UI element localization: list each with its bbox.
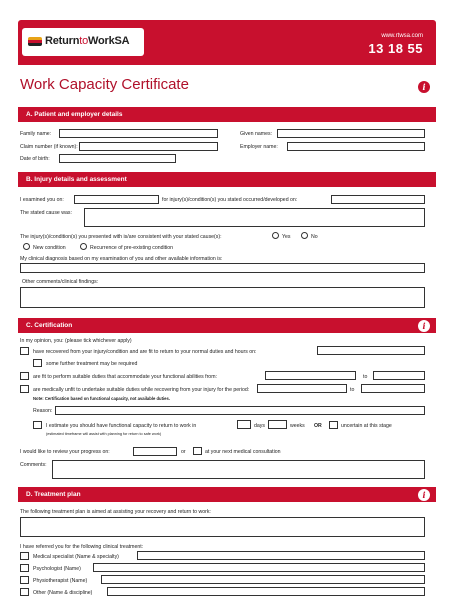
- other-comments-input[interactable]: [20, 287, 425, 308]
- diagnosis-input[interactable]: [20, 263, 425, 273]
- page-title: Work Capacity Certificate: [20, 76, 189, 93]
- family-name-label: Family name:: [20, 131, 52, 137]
- fit-to-input[interactable]: [373, 371, 425, 380]
- website: www.rtwsa.com: [381, 33, 423, 39]
- estimate-checkbox[interactable]: [33, 421, 42, 429]
- injury-date-label: for injury(s)/condition(s) you stated occurred/developed on:: [162, 197, 298, 203]
- referred-label: I have referred you for the following clinical treatment:: [20, 544, 144, 550]
- fit-suitable-label: are fit to perform suitable duties that accommodate your functional abilities from:: [33, 374, 217, 380]
- employer-name-label: Employer name:: [240, 144, 278, 150]
- estimate-label: I estimate you should have functional capacity to return to work in: [46, 423, 197, 429]
- consistent-label: The injury(s)/condition(s) you presented with is/are consistent with your stated cause(s):: [20, 234, 222, 240]
- fit-suitable-checkbox[interactable]: [20, 372, 29, 380]
- review-date-input[interactable]: [133, 447, 177, 456]
- section-d-heading: D. Treatment plan: [18, 487, 436, 502]
- certification-note: Note: Certification based on functional capacity, not available duties.: [33, 396, 170, 401]
- certification-info-icon[interactable]: i: [418, 320, 430, 332]
- unfit-label: are medically unfit to undertake suitable duties while recovering from your injury for the period:: [33, 387, 250, 393]
- fit-from-input[interactable]: [265, 371, 356, 380]
- claim-number-input[interactable]: [79, 142, 218, 151]
- recurrence-radio[interactable]: [80, 243, 87, 250]
- unfit-to-input[interactable]: [361, 384, 425, 393]
- recovered-checkbox[interactable]: [20, 347, 29, 355]
- info-icon[interactable]: i: [418, 81, 430, 93]
- other-comments-label: Other comments/clinical findings:: [22, 279, 99, 285]
- unfit-checkbox[interactable]: [20, 385, 29, 393]
- opinion-label: In my opinion, you: (please tick whichever apply): [20, 338, 132, 344]
- family-name-input[interactable]: [59, 129, 218, 138]
- examined-on-input[interactable]: [74, 195, 159, 204]
- new-condition-radio[interactable]: [23, 243, 30, 250]
- diagnosis-label: My clinical diagnosis based on my examination of you and other available information is:: [20, 256, 223, 262]
- stated-cause-label: The stated cause was:: [20, 210, 72, 216]
- unfit-to-label: to: [350, 387, 355, 393]
- further-treatment-label: some further treatment may be required: [46, 361, 138, 367]
- no-radio[interactable]: [301, 232, 308, 239]
- next-consult-checkbox[interactable]: [193, 447, 202, 455]
- dob-label: Date of birth:: [20, 156, 50, 162]
- yes-label: Yes: [282, 234, 291, 240]
- employer-name-input[interactable]: [287, 142, 425, 151]
- referral-input[interactable]: [93, 563, 425, 572]
- treatment-plan-input[interactable]: [20, 517, 425, 537]
- or-label: OR: [314, 423, 322, 429]
- recovered-date-input[interactable]: [317, 346, 425, 355]
- phone-number: 13 18 55: [368, 41, 423, 56]
- next-consult-label: at your next medical consultation: [205, 449, 281, 455]
- comments-label: Comments:: [20, 462, 47, 468]
- claim-number-label: Claim number (if known):: [20, 144, 78, 150]
- injury-date-input[interactable]: [331, 195, 425, 204]
- section-a-heading: A. Patient and employer details: [18, 107, 436, 122]
- weeks-input[interactable]: [268, 420, 287, 429]
- section-c-heading: C. Certification: [18, 318, 436, 333]
- stated-cause-input[interactable]: [84, 208, 425, 227]
- referral-label: Physiotherapist (Name): [33, 578, 88, 584]
- given-names-label: Given names:: [240, 131, 273, 137]
- logo-flag-icon: [28, 37, 42, 46]
- review-label: I would like to review your progress on:: [20, 449, 110, 455]
- referral-label: Medical specialist (Name & specialty): [33, 554, 119, 560]
- uncertain-label: uncertain at this stage: [341, 423, 392, 429]
- weeks-label: weeks: [290, 423, 305, 429]
- referral-input[interactable]: [107, 587, 425, 596]
- uncertain-checkbox[interactable]: [329, 421, 338, 429]
- reason-label: Reason:: [33, 408, 53, 414]
- yes-radio[interactable]: [272, 232, 279, 239]
- given-names-input[interactable]: [277, 129, 425, 138]
- fit-to-label: to: [363, 374, 368, 380]
- no-label: No: [311, 234, 318, 240]
- new-condition-label: New condition: [33, 245, 66, 251]
- referral-input[interactable]: [137, 551, 425, 560]
- treatment-info-icon[interactable]: i: [418, 489, 430, 501]
- dob-input[interactable]: [59, 154, 176, 163]
- recovered-label: have recovered from your injury/condition and are fit to return to your normal duties and hours on:: [33, 349, 257, 355]
- referral-label: Psychologist (Name): [33, 566, 81, 572]
- referral-checkbox[interactable]: [20, 588, 29, 596]
- logo-text: ReturntoWorkSA: [45, 35, 130, 47]
- further-treatment-checkbox[interactable]: [33, 359, 42, 367]
- referral-checkbox[interactable]: [20, 564, 29, 572]
- section-b-heading: B. Injury details and assessment: [18, 172, 436, 187]
- plan-intro-label: The following treatment plan is aimed at assisting your recovery and return to work:: [20, 509, 211, 515]
- referral-label: Other (Name & discipline): [33, 590, 93, 596]
- days-label: days: [254, 423, 265, 429]
- estimate-note: (estimated timeframe will assist with planning for return to safe work): [46, 432, 162, 436]
- referral-checkbox[interactable]: [20, 576, 29, 584]
- referral-checkbox[interactable]: [20, 552, 29, 560]
- comments-input[interactable]: [52, 460, 425, 479]
- examined-on-label: I examined you on:: [20, 197, 64, 203]
- unfit-from-input[interactable]: [257, 384, 347, 393]
- referral-input[interactable]: [101, 575, 425, 584]
- recurrence-label: Recurrence of pre-existing condition: [90, 245, 174, 251]
- reason-input[interactable]: [55, 406, 425, 415]
- review-or-label: or: [181, 449, 186, 455]
- days-input[interactable]: [237, 420, 251, 429]
